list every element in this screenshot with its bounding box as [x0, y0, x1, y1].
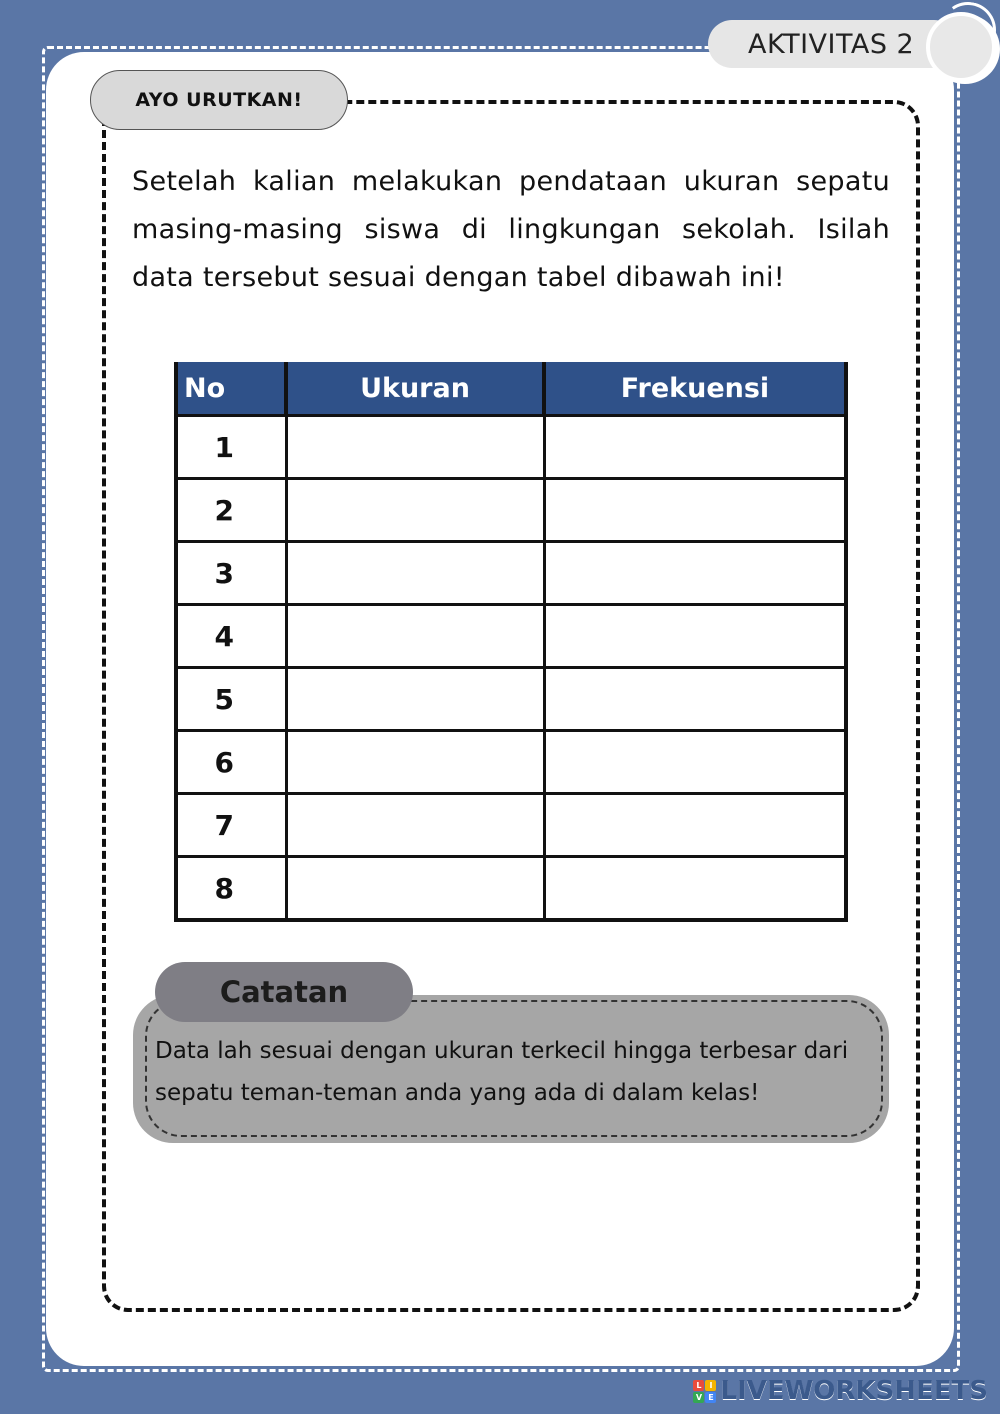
size-input-cell[interactable] — [286, 731, 544, 794]
decorative-circle — [926, 12, 996, 82]
row-number: 6 — [176, 731, 286, 794]
row-number: 4 — [176, 605, 286, 668]
table-row — [176, 416, 846, 479]
table-row — [176, 542, 846, 605]
frequency-input-cell[interactable] — [544, 731, 846, 794]
frequency-input-cell[interactable] — [544, 794, 846, 857]
table-row — [176, 605, 846, 668]
row-number: 1 — [176, 416, 286, 479]
row-number: 5 — [176, 668, 286, 731]
logo-mark-icon — [693, 1380, 716, 1403]
table-row — [176, 794, 846, 857]
size-input-cell[interactable] — [286, 794, 544, 857]
size-input-cell[interactable] — [286, 668, 544, 731]
header-frequency: Frekuensi — [544, 362, 846, 416]
frequency-input-cell[interactable] — [544, 668, 846, 731]
frequency-input-cell[interactable] — [544, 857, 846, 921]
header-size: Ukuran — [286, 362, 544, 416]
logo-text: LIVEWORKSHEETS — [720, 1376, 988, 1406]
size-input-cell[interactable] — [286, 605, 544, 668]
row-number: 8 — [176, 857, 286, 921]
liveworksheets-logo — [693, 1376, 988, 1406]
logo-letter: L — [693, 1380, 704, 1391]
shoe-size-table — [174, 362, 848, 922]
header-no: No — [176, 362, 286, 416]
table-row — [176, 479, 846, 542]
logo-letter: V — [693, 1392, 704, 1403]
size-input-cell[interactable] — [286, 857, 544, 921]
section-title: AYO URUTKAN! — [90, 70, 348, 130]
note-title: Catatan — [155, 962, 413, 1022]
table-row — [176, 668, 846, 731]
row-number: 7 — [176, 794, 286, 857]
table-row — [176, 857, 846, 921]
table-header-row — [176, 362, 846, 416]
logo-letter: E — [705, 1392, 716, 1403]
instruction-text: Setelah kalian melakukan pendataan ukuran sepatu masing-masing siswa di lingkungan sekolah. Isilah data tersebut sesuai dengan tabel dibawah ini! — [132, 166, 890, 293]
frequency-input-cell[interactable] — [544, 479, 846, 542]
row-number: 2 — [176, 479, 286, 542]
frequency-input-cell[interactable] — [544, 605, 846, 668]
frequency-input-cell[interactable] — [544, 416, 846, 479]
size-input-cell[interactable] — [286, 416, 544, 479]
table-row — [176, 731, 846, 794]
note-text: Data lah sesuai dengan ukuran terkecil hingga terbesar dari sepatu teman-teman anda yang ada di dalam kelas! — [155, 1038, 849, 1106]
frequency-input-cell[interactable] — [544, 542, 846, 605]
logo-letter: I — [705, 1380, 716, 1391]
size-input-cell[interactable] — [286, 479, 544, 542]
row-number: 3 — [176, 542, 286, 605]
activity-label: AKTIVITAS 2 — [708, 20, 958, 68]
size-input-cell[interactable] — [286, 542, 544, 605]
